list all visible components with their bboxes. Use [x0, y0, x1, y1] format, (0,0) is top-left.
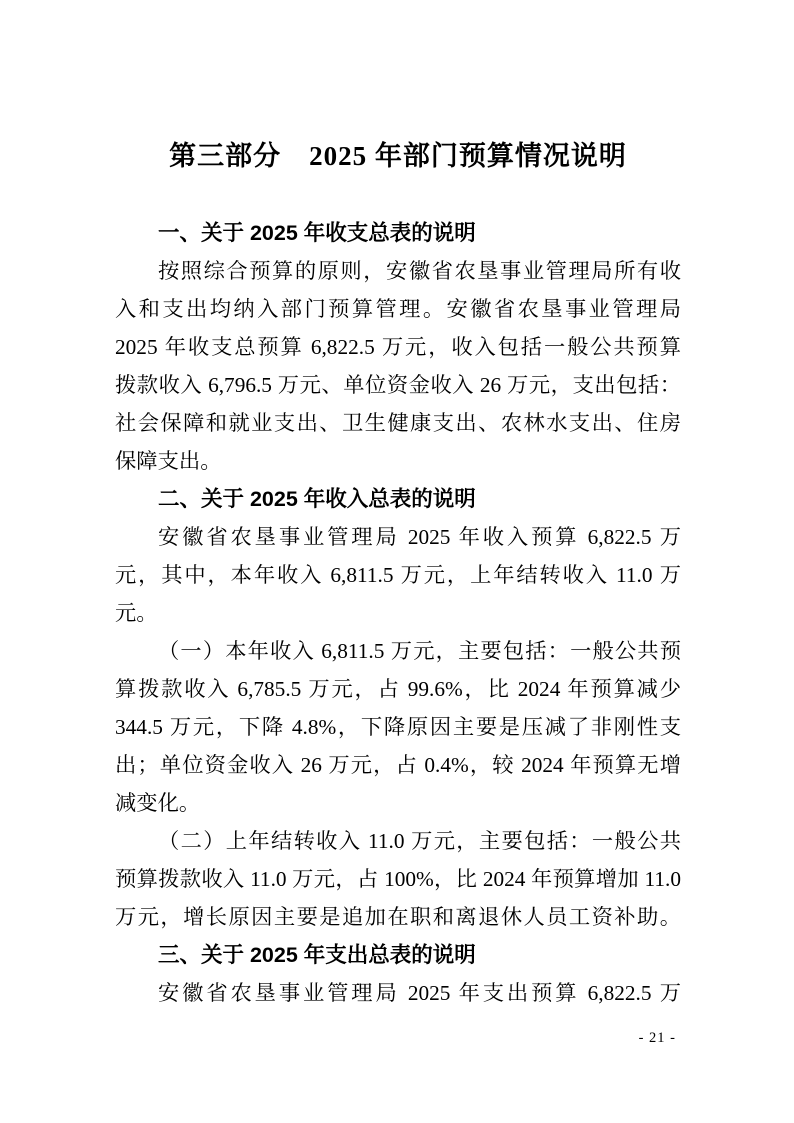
- body-line: 万元，增长原因主要是追加在职和离退休人员工资补助。: [115, 905, 681, 929]
- body-line: 344.5 万元，下降 4.8%，下降原因主要是压减了非刚性支: [115, 715, 681, 739]
- body-line: 2025 年收支总预算 6,822.5 万元，收入包括一般公共预算: [115, 335, 681, 359]
- body-line: （一）本年收入 6,811.5 万元，主要包括：一般公共预: [158, 639, 681, 663]
- section-heading: 二、关于 2025 年收入总表的说明: [158, 487, 476, 511]
- body-line: 社会保障和就业支出、卫生健康支出、农林水支出、住房: [115, 411, 681, 435]
- body-line: 按照综合预算的原则，安徽省农垦事业管理局所有收: [158, 259, 681, 283]
- document-title: 第三部分 2025 年部门预算情况说明: [169, 141, 627, 171]
- body-line: 减变化。: [115, 791, 201, 815]
- body-line: 元，其中，本年收入 6,811.5 万元，上年结转收入 11.0 万: [115, 563, 681, 587]
- body-line: 算拨款收入 6,785.5 万元，占 99.6%，比 2024 年预算减少: [115, 677, 681, 701]
- body-line: 出；单位资金收入 26 万元，占 0.4%，较 2024 年预算无增: [115, 753, 681, 777]
- page-number: - 21 -: [638, 1030, 676, 1046]
- body-line: （二）上年结转收入 11.0 万元，主要包括：一般公共: [158, 829, 681, 853]
- document-body: [115, 214, 681, 1012]
- body-line: 安徽省农垦事业管理局 2025 年支出预算 6,822.5 万: [158, 981, 681, 1005]
- body-line: 拨款收入 6,796.5 万元、单位资金收入 26 万元，支出包括：: [115, 373, 681, 397]
- body-line: 保障支出。: [115, 449, 222, 473]
- body-line: 安徽省农垦事业管理局 2025 年收入预算 6,822.5 万: [158, 525, 681, 549]
- section-heading: 三、关于 2025 年支出总表的说明: [158, 943, 476, 967]
- body-line: 元。: [115, 601, 158, 625]
- body-line: 入和支出均纳入部门预算管理。安徽省农垦事业管理局: [115, 297, 681, 321]
- body-line: 预算拨款收入 11.0 万元，占 100%，比 2024 年预算增加 11.0: [115, 867, 681, 891]
- document-content: [115, 136, 681, 1012]
- section-heading: 一、关于 2025 年收支总表的说明: [158, 221, 476, 245]
